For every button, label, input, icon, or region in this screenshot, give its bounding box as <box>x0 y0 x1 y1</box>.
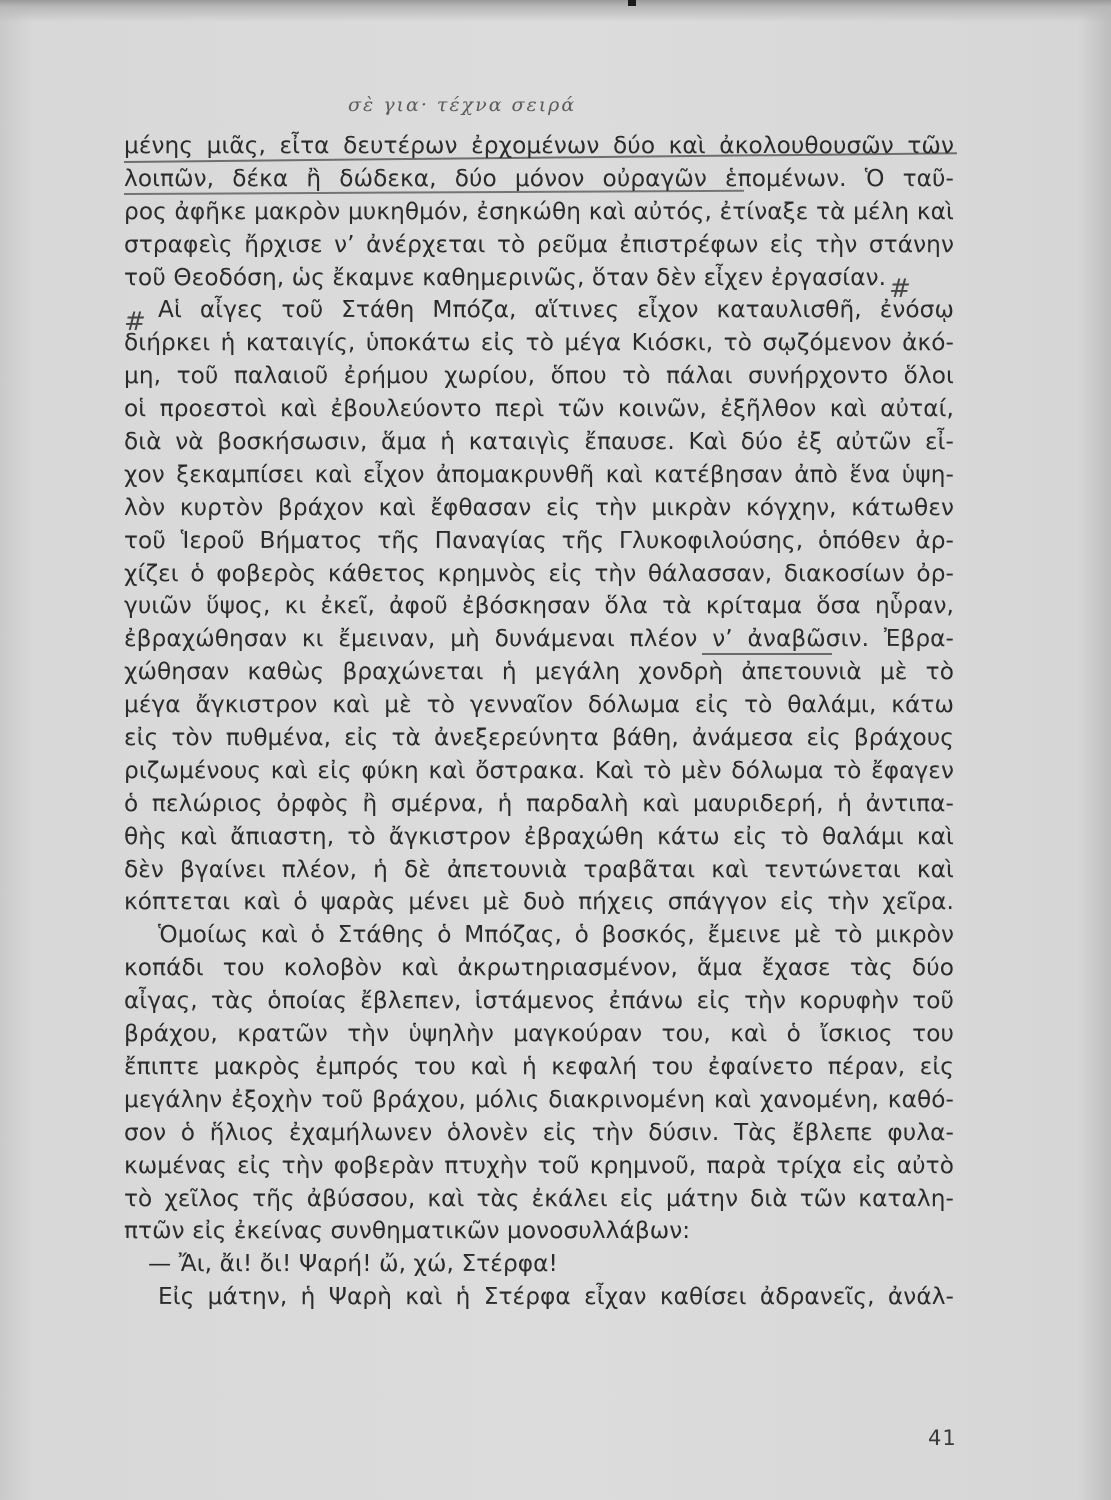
text-line: βράχου, κρατῶν τὴν ὑψηλὴν μαγκούραν του, καὶ ὁ ἴσκιος του <box>124 1020 954 1048</box>
text-line: τὸ χεῖλος τῆς ἀβύσσου, καὶ τὰς ἐκάλει εἰς μάτην διὰ τῶν καταλη- <box>124 1184 954 1212</box>
text-line: Εἰς μάτην, ἡ Ψαρὴ καὶ ἡ Στέρφα εἶχαν καθίσει ἀδρανεῖς, ἀνάλ- <box>158 1283 954 1311</box>
text-line: μη, τοῦ παλαιοῦ ἐρήμου χωρίου, ὅπου τὸ πάλαι συνήρχοντο ὅλοι <box>124 362 954 390</box>
text-line: στραφεὶς ἤρχισε ν’ ἀνέρχεται τὸ ρεῦμα ἐπιστρέφων εἰς τὴν στάνην <box>124 230 954 258</box>
text-line: δὲν βγαίνει πλέον, ἡ δὲ ἀπετουνιὰ τραβᾶται καὶ τεντώνεται καὶ <box>124 855 954 883</box>
text-line: μένης μιᾶς, εἶτα δευτέρων ἐρχομένων δύο καὶ ἀκολουθουσῶν τῶν <box>124 132 954 159</box>
text-line: ἐβραχώθησαν κι ἔμειναν, μὴ δυνάμεναι πλέον ν’ ἀναβῶσιν. Ἐβρα- <box>124 625 954 653</box>
text-line: θὴς καὶ ἄπιαστη, τὸ ἄγκιστρον ἐβραχώθη κάτω εἰς τὸ θαλάμι καὶ <box>124 822 954 850</box>
text-line: ὁ πελώριος ὀρφὸς ἢ σμέρνα, ἡ παρδαλὴ καὶ μαυριδερή, ἡ ἀντιπα- <box>124 789 954 817</box>
text-line: οἱ προεστοὶ καὶ ἐβουλεύοντο περὶ τῶν κοινῶν, ἐξῆλθον καὶ αὐταί, <box>124 395 954 423</box>
text-line: ρος ἀφῆκε μακρὸν μυκηθμόν, ἐσηκώθη καὶ αὐτός, ἐτίναξε τὰ μέλη καὶ <box>124 197 954 225</box>
text-line: κοπάδι του κολοβὸν καὶ ἀκρωτηριασμένον, ἅμα ἔχασε τὰς δύο <box>124 954 954 982</box>
dialogue-line: — Ἄι, ἄι! ὄι! Ψαρή! ὤ, χώ, Στέρφα! <box>148 1250 558 1278</box>
text-line: λοιπῶν, δέκα ἢ δώδεκα, δύο μόνον οὐραγῶν ἑπομένων. Ὁ ταῦ- <box>124 164 954 192</box>
text-line: Ὁμοίως καὶ ὁ Στάθης ὁ Μπόζας, ὁ βοσκός, ἔμεινε μὲ τὸ μικρὸν <box>158 921 954 949</box>
text-line: κωμένας εἰς τὴν φοβερὰν πτυχὴν τοῦ κρημνοῦ, παρὰ τρίχα εἰς αὐτὸ <box>124 1151 954 1179</box>
text-line: σον ὁ ἥλιος ἐχαμήλωνεν ὁλονὲν εἰς τὴν δύσιν. Τὰς ἔβλεπε φυλα- <box>124 1118 954 1146</box>
text-line: τοῦ Θεοδόση, ὡς ἔκαμνε καθημερινῶς, ὅταν δὲν εἶχεν ἐργασίαν. <box>124 263 887 291</box>
text-line: διήρκει ἡ καταιγίς, ὑποκάτω εἰς τὸ μέγα Κιόσκι, τὸ σῳζόμενον ἀκό- <box>124 329 954 357</box>
pencil-hash-mark: # <box>889 274 911 304</box>
text-line: ριζωμένους καὶ εἰς φύκη καὶ ὄστρακα. Καὶ τὸ μὲν δόλωμα τὸ ἔφαγεν <box>124 756 954 784</box>
handwritten-note: σὲ για· τέχνα σειρά <box>348 94 577 116</box>
body-text <box>124 130 954 1314</box>
text-line: πτῶν εἰς ἐκείνας συνθηματικῶν μονοσυλλάβων: <box>124 1217 691 1245</box>
text-line: τοῦ Ἱεροῦ Βήματος τῆς Παναγίας τῆς Γλυκοφιλούσης, ὁπόθεν ἀρ- <box>124 526 954 554</box>
text-line: αἶγας, τὰς ὁποίας ἔβλεπεν, ἱστάμενος ἐπάνω εἰς τὴν κορυφὴν τοῦ <box>124 987 954 1015</box>
scan-top-shadow <box>0 0 1111 22</box>
text-line: γυιῶν ὕψος, κι ἐκεῖ, ἀφοῦ ἐβόσκησαν ὅλα τὰ κρίταμα ὅσα ηὗραν, <box>124 592 954 620</box>
page-number: 41 <box>928 1426 957 1450</box>
text-line: μεγάλην ἐξοχὴν τοῦ βράχου, μόλις διακρινομένη καὶ χανομένη, καθό- <box>124 1085 954 1113</box>
text-line: χον ξεκαμπίσει καὶ εἶχον ἀπομακρυνθῆ καὶ κατέβησαν ἀπὸ ἕνα ὑψη- <box>124 460 954 488</box>
text-line: Αἱ αἶγες τοῦ Στάθη Μπόζα, αἵτινες εἶχον καταυλισθῆ, ἐνόσῳ <box>158 296 954 324</box>
pencil-hash-mark: # <box>124 307 146 337</box>
text-line: χώθησαν καθὼς βραχώνεται ἡ μεγάλη χονδρὴ ἀπετουνιὰ μὲ τὸ <box>124 658 954 686</box>
text-line: διὰ νὰ βοσκήσωσιν, ἅμα ἡ καταιγὶς ἔπαυσε. Καὶ δύο ἐξ αὐτῶν εἶ- <box>124 428 954 456</box>
text-line: μέγα ἄγκιστρον καὶ μὲ τὸ γενναῖον δόλωμα εἰς τὸ θαλάμι, κάτω <box>124 691 954 719</box>
text-line: λὸν κυρτὸν βράχον καὶ ἔφθασαν εἰς τὴν μικρὰν κόγχην, κάτωθεν <box>124 493 954 521</box>
text-line: ἔπιπτε μακρὸς ἐμπρός του καὶ ἡ κεφαλή του ἐφαίνετο πέραν, εἰς <box>124 1052 954 1080</box>
text-line: χίζει ὁ φοβερὸς κάθετος κρημνὸς εἰς τὴν θάλασσαν, διακοσίων ὀρ- <box>124 559 954 587</box>
text-line: κόπτεται καὶ ὁ ψαρὰς μένει μὲ δυὸ πήχεις σπάγγον εἰς τὴν χεῖρα. <box>124 888 954 916</box>
scan-top-mark <box>628 0 636 6</box>
text-line: εἰς τὸν πυθμένα, εἰς τὰ ἀνεξερεύνητα βάθη, ἀνάμεσα εἰς βράχους <box>124 724 954 752</box>
